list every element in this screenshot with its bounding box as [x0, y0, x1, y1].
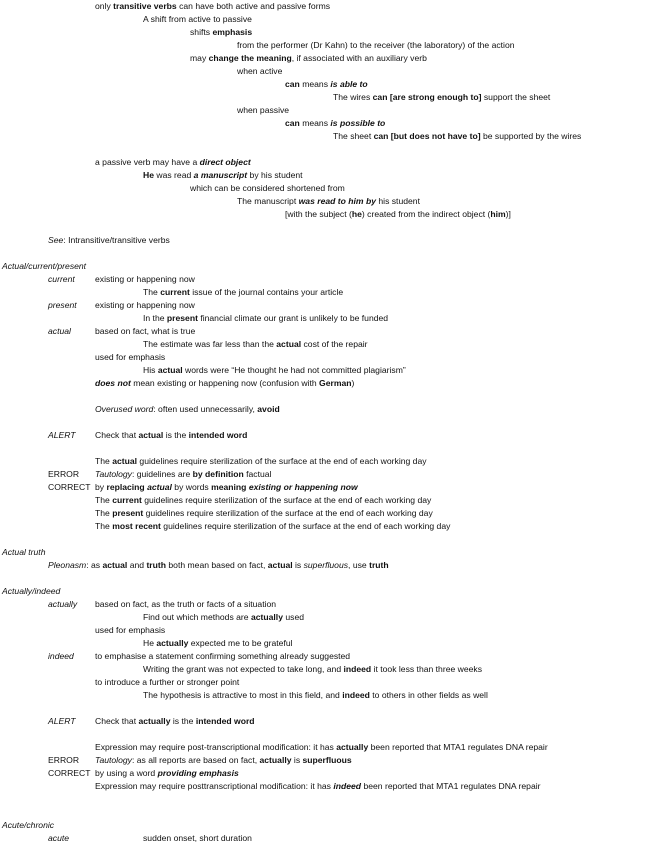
text-line	[237, 197, 420, 206]
text-run: actual	[147, 482, 172, 492]
text-run: Overused word	[95, 404, 154, 414]
text-run: indeed	[343, 664, 372, 674]
text-run: may	[190, 53, 209, 63]
text-line	[143, 691, 488, 700]
text-line	[95, 769, 239, 778]
text-run: does not	[95, 378, 131, 388]
text-run: based on fact, as the truth or facts of a situation	[95, 599, 277, 609]
text-line	[237, 67, 282, 76]
text-run: cost of the repair	[301, 339, 368, 349]
text-line	[190, 28, 252, 37]
text-run: , use	[348, 560, 370, 570]
text-run: truth	[369, 560, 389, 570]
text-line	[143, 288, 343, 297]
text-run: based on fact, what is true	[95, 326, 196, 336]
text-run: been reported that MTA1 regulates DNA repair	[361, 781, 541, 791]
text-run: , if associated with an auxiliary verb	[291, 53, 427, 63]
text-line	[333, 93, 550, 102]
text-line	[190, 54, 427, 63]
text-run: Expression may require post-transcriptional modification: it has	[95, 742, 337, 752]
text-run: Tautology	[95, 469, 132, 479]
text-line	[48, 561, 389, 570]
text-run: is the	[163, 430, 189, 440]
text-run: The	[95, 495, 113, 505]
text-run: indeed	[342, 690, 370, 700]
text-line	[48, 717, 76, 726]
text-run: current	[112, 495, 142, 505]
text-run: actual	[112, 456, 138, 466]
text-run: actual	[276, 339, 302, 349]
text-run: He	[143, 638, 157, 648]
text-line	[95, 353, 165, 362]
text-line	[95, 379, 354, 388]
text-run: means	[299, 79, 331, 89]
text-run: by using a word	[95, 768, 158, 778]
text-run: actual	[102, 560, 128, 570]
text-run: his student	[376, 196, 420, 206]
text-run: : as all reports are based on fact,	[131, 755, 260, 765]
text-run: meaning	[211, 482, 249, 492]
text-run: Check that	[95, 716, 139, 726]
text-line	[95, 626, 165, 635]
text-run: actual	[138, 430, 164, 440]
text-run: issue of the journal contains your article	[189, 287, 344, 297]
text-run: The estimate was far less than the	[143, 339, 277, 349]
text-run: expected me to be grateful	[188, 638, 293, 648]
text-line	[95, 652, 350, 661]
text-line	[2, 548, 45, 557]
text-run: The sheet	[333, 131, 374, 141]
text-run: by	[95, 482, 107, 492]
text-line	[143, 639, 293, 648]
text-line	[48, 470, 79, 479]
text-run: actual	[157, 365, 183, 375]
text-run: indeed	[48, 651, 74, 661]
text-line	[95, 275, 195, 284]
text-run: CORRECT	[48, 482, 91, 492]
text-run: ) created from the indirect object (	[361, 209, 491, 219]
text-run: to introduce a further or stronger point	[95, 677, 240, 687]
text-line	[95, 782, 541, 791]
text-run: )]	[505, 209, 511, 219]
text-line	[95, 2, 330, 11]
text-run: mean existing or happening now (confusion with	[130, 378, 320, 388]
text-run: superfluous	[303, 560, 349, 570]
text-run: current	[48, 274, 75, 284]
text-line	[48, 652, 74, 661]
text-run: is	[291, 755, 303, 765]
text-line	[237, 106, 289, 115]
text-line	[143, 171, 303, 180]
text-line	[48, 756, 79, 765]
text-run: guidelines require sterilization of the surface at the end of each working day	[137, 456, 427, 466]
text-line	[285, 119, 385, 128]
text-line	[143, 314, 388, 323]
text-run: Actual/current/present	[2, 261, 87, 271]
text-run: was read	[154, 170, 194, 180]
text-run: truth	[146, 560, 167, 570]
text-line	[48, 600, 77, 609]
text-line	[143, 366, 406, 375]
text-run: [with the subject (	[285, 209, 352, 219]
text-line	[143, 613, 304, 622]
text-run: existing or happening now	[248, 482, 358, 492]
text-run: actual	[48, 326, 71, 336]
text-run: can [are strong enough to]	[372, 92, 482, 102]
text-run: Check that	[95, 430, 139, 440]
text-run: only	[95, 1, 114, 11]
text-line	[237, 41, 515, 50]
text-line	[143, 665, 482, 674]
text-run: Writing the grant was not expected to take long, and	[143, 664, 344, 674]
text-run: used	[282, 612, 305, 622]
text-run: a passive verb may have a	[95, 157, 200, 167]
text-run: ALERT	[48, 716, 76, 726]
text-run: direct object	[199, 157, 251, 167]
text-run: shifts	[190, 27, 213, 37]
text-run: sudden onset, short duration	[143, 833, 252, 843]
text-run: him	[490, 209, 506, 219]
text-run: The	[95, 456, 113, 466]
text-run: existing or happening now	[95, 274, 195, 284]
text-run: intended word	[188, 430, 248, 440]
text-run: when active	[237, 66, 283, 76]
text-run: : often used unnecessarily,	[153, 404, 258, 414]
text-line	[95, 496, 431, 505]
text-run: : as	[86, 560, 103, 570]
text-run: used for emphasis	[95, 352, 166, 362]
text-line	[48, 834, 69, 843]
text-run: avoid	[257, 404, 280, 414]
text-run: was read to him by	[298, 196, 376, 206]
text-line	[95, 470, 271, 479]
text-run: can	[285, 79, 300, 89]
text-run: support the sheet	[481, 92, 551, 102]
text-run: ERROR	[48, 469, 80, 479]
text-run: intended word	[195, 716, 255, 726]
text-run: ALERT	[48, 430, 76, 440]
text-run: Acute/chronic	[2, 820, 55, 830]
text-run: been reported that MTA1 regulates DNA repair	[368, 742, 548, 752]
text-run: ERROR	[48, 755, 80, 765]
text-line	[48, 301, 77, 310]
text-line	[95, 522, 450, 531]
text-line	[95, 717, 255, 726]
text-run: )	[351, 378, 355, 388]
text-line	[48, 431, 76, 440]
text-run: In the	[143, 313, 167, 323]
text-run: superfluous	[302, 755, 352, 765]
text-run: He	[143, 170, 154, 180]
text-line	[48, 236, 170, 245]
text-run: A shift from active to passive	[143, 14, 252, 24]
text-run: guidelines require sterilization of the surface at the end of each working day	[160, 521, 451, 531]
text-run: The manuscript	[237, 196, 299, 206]
text-line	[95, 457, 427, 466]
text-line	[95, 301, 195, 310]
text-run: See	[48, 235, 64, 245]
text-run: acute	[48, 833, 70, 843]
text-run: actually	[259, 755, 292, 765]
text-run: Tautology	[95, 755, 132, 765]
text-run: most recent	[112, 521, 161, 531]
text-run: and	[127, 560, 147, 570]
text-run: by words	[171, 482, 212, 492]
text-run: current	[160, 287, 190, 297]
text-run: by his student	[247, 170, 303, 180]
text-run: can [but does not have to]	[373, 131, 481, 141]
text-line	[2, 262, 86, 271]
text-run: Expression may require posttranscriptional modification: it has	[95, 781, 334, 791]
text-run: from the performer (Dr Kahn) to the receiver (the laboratory) of the action	[237, 40, 515, 50]
text-line	[2, 587, 60, 596]
text-run: guidelines require sterilization of the surface at the end of each working day	[143, 508, 433, 518]
text-run: actually	[48, 599, 78, 609]
text-run: actually	[156, 638, 189, 648]
text-run: actually	[138, 716, 171, 726]
text-run: present	[48, 300, 77, 310]
text-run: indeed	[333, 781, 362, 791]
text-line	[95, 483, 358, 492]
text-line	[143, 15, 252, 24]
text-line	[95, 756, 352, 765]
text-run: a manuscript	[193, 170, 248, 180]
text-line	[285, 80, 368, 89]
text-run: financial climate our grant is unlikely to be funded	[197, 313, 389, 323]
text-line	[333, 132, 581, 141]
text-line	[95, 405, 280, 414]
text-run: The	[95, 521, 113, 531]
text-run: is possible to	[330, 118, 386, 128]
text-run: Find out which methods are	[143, 612, 251, 622]
text-run: factual	[243, 469, 272, 479]
text-line	[95, 431, 247, 440]
text-run: Pleonasm	[48, 560, 87, 570]
text-run: to emphasise a statement confirming something already suggested	[95, 651, 351, 661]
text-line	[143, 834, 252, 843]
text-run: Actual truth	[2, 547, 46, 557]
text-run: means	[299, 118, 331, 128]
text-run: transitive verbs	[113, 1, 177, 11]
text-run: The wires	[333, 92, 373, 102]
text-run: : Intransitive/transitive verbs	[63, 235, 170, 245]
text-line	[285, 210, 511, 219]
text-run: can have both active and passive forms	[176, 1, 331, 11]
text-line	[48, 483, 91, 492]
text-run: actually	[250, 612, 283, 622]
text-run: replacing	[106, 482, 148, 492]
text-run: His	[143, 365, 158, 375]
text-run: guidelines require sterilization of the surface at the end of each working day	[141, 495, 432, 505]
text-run: it took less than three weeks	[371, 664, 483, 674]
text-run: German	[319, 378, 352, 388]
text-run: CORRECT	[48, 768, 91, 778]
text-run: actual	[267, 560, 293, 570]
text-line	[143, 340, 368, 349]
text-run: is the	[170, 716, 196, 726]
text-line	[48, 275, 75, 284]
text-run: Actually/indeed	[2, 586, 61, 596]
text-run: actually	[336, 742, 369, 752]
text-run: is able to	[330, 79, 368, 89]
text-line	[48, 769, 91, 778]
text-run: : guidelines are	[131, 469, 193, 479]
text-line	[2, 821, 54, 830]
text-run: is	[292, 560, 304, 570]
text-run: words were “He thought he had not committed plagiarism”	[182, 365, 406, 375]
text-line	[95, 509, 433, 518]
text-line	[190, 184, 345, 193]
text-line	[95, 158, 251, 167]
text-run: can	[285, 118, 300, 128]
text-run: change the meaning	[208, 53, 292, 63]
text-run: to others in other fields as well	[369, 690, 488, 700]
text-run: present	[112, 508, 144, 518]
text-run: by definition	[192, 469, 244, 479]
text-run: present	[166, 313, 198, 323]
text-run: used for emphasis	[95, 625, 166, 635]
text-run: he	[351, 209, 362, 219]
text-run: The	[95, 508, 113, 518]
text-run: The	[143, 287, 161, 297]
text-run: both mean based on fact,	[166, 560, 268, 570]
text-run: when passive	[237, 105, 290, 115]
text-run: The hypothesis is attractive to most in this field, and	[143, 690, 343, 700]
text-line	[48, 327, 71, 336]
text-line	[95, 678, 239, 687]
text-run: existing or happening now	[95, 300, 195, 310]
text-line	[95, 743, 548, 752]
text-run: which can be considered shortened from	[190, 183, 345, 193]
text-run: providing emphasis	[157, 768, 239, 778]
text-line	[95, 327, 195, 336]
text-line	[95, 600, 276, 609]
text-run: emphasis	[212, 27, 253, 37]
text-run: be supported by the wires	[480, 131, 582, 141]
